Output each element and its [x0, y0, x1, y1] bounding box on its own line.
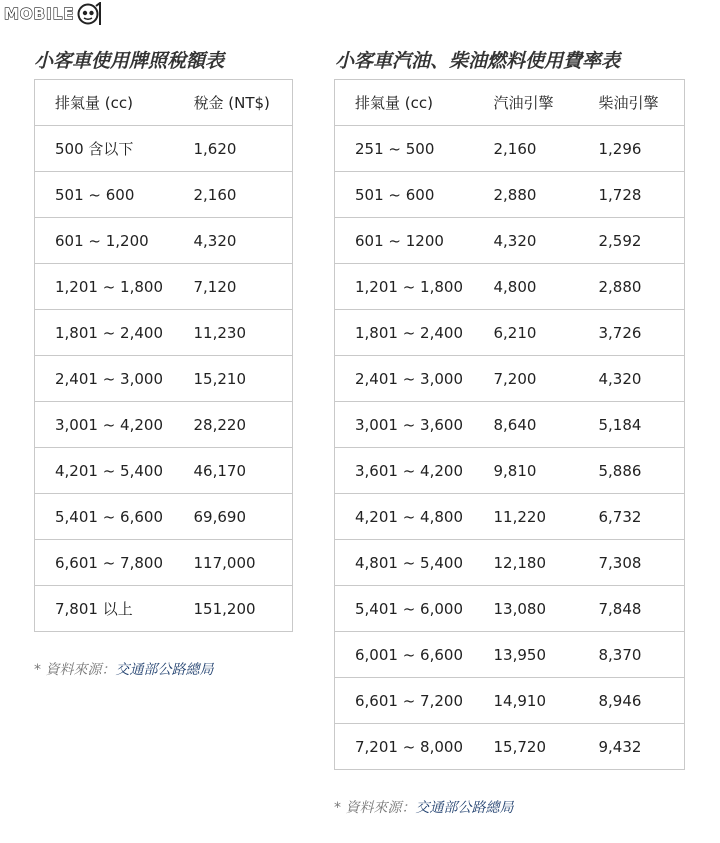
table-row: [35, 126, 293, 172]
table-cell: 13,080: [494, 586, 599, 632]
table-cell: 501 ~ 600: [35, 172, 194, 218]
table-row: [35, 218, 293, 264]
table-cell: 601 ~ 1200: [335, 218, 494, 264]
table-cell: 117,000: [194, 540, 293, 586]
table-cell: 6,601 ~ 7,200: [335, 678, 494, 724]
table-cell: 6,210: [494, 310, 599, 356]
table-cell: 8,370: [599, 632, 685, 678]
table-cell: 7,120: [194, 264, 293, 310]
table-row: [335, 724, 685, 770]
table-cell: 1,801 ~ 2,400: [35, 310, 194, 356]
column-header: 排氣量 (cc): [335, 80, 494, 126]
table-cell: 5,401 ~ 6,000: [335, 586, 494, 632]
fuel-fee-table: [334, 79, 685, 770]
table-cell: 69,690: [194, 494, 293, 540]
table-cell: 500 含以下: [35, 126, 194, 172]
table-cell: 4,320: [494, 218, 599, 264]
table-cell: 12,180: [494, 540, 599, 586]
fuel-fee-title: 小客車汽油、柴油燃料使用費率表: [335, 50, 621, 72]
table-cell: 501 ~ 600: [335, 172, 494, 218]
table-cell: 1,728: [599, 172, 685, 218]
table-row: [335, 218, 685, 264]
table-cell: 1,296: [599, 126, 685, 172]
mobile01-logo[interactable]: [4, 2, 102, 26]
table-cell: 7,200: [494, 356, 599, 402]
table-row: [335, 172, 685, 218]
table-cell: 7,848: [599, 586, 685, 632]
license-tax-title: 小客車使用牌照稅額表: [34, 50, 225, 72]
column-header: 稅金 (NT$): [194, 80, 293, 126]
table-row: [35, 448, 293, 494]
column-header: 汽油引擎: [494, 80, 599, 126]
table-cell: 15,720: [494, 724, 599, 770]
table-row: [335, 540, 685, 586]
table-row: [35, 264, 293, 310]
table-cell: 15,210: [194, 356, 293, 402]
table-row: [35, 402, 293, 448]
table-cell: 1,801 ~ 2,400: [335, 310, 494, 356]
table-cell: 251 ~ 500: [335, 126, 494, 172]
table-cell: 8,946: [599, 678, 685, 724]
table-cell: 1,620: [194, 126, 293, 172]
table-row: [335, 678, 685, 724]
table-cell: 11,230: [194, 310, 293, 356]
table-row: [335, 632, 685, 678]
source-prefix: * 資料來源：: [34, 662, 116, 678]
table-cell: 2,880: [494, 172, 599, 218]
table-cell: 151,200: [194, 586, 293, 632]
table-row: [335, 356, 685, 402]
source-prefix: * 資料來源：: [334, 800, 416, 816]
table-cell: 13,950: [494, 632, 599, 678]
table-cell: 28,220: [194, 402, 293, 448]
table-cell: 3,726: [599, 310, 685, 356]
table-cell: 3,001 ~ 3,600: [335, 402, 494, 448]
column-header: 柴油引擎: [599, 80, 685, 126]
table-cell: 3,001 ~ 4,200: [35, 402, 194, 448]
table-cell: 2,160: [494, 126, 599, 172]
table-cell: 46,170: [194, 448, 293, 494]
table-cell: 4,320: [194, 218, 293, 264]
table-row: [335, 494, 685, 540]
table-row: [335, 586, 685, 632]
table-cell: 4,800: [494, 264, 599, 310]
source-link[interactable]: 交通部公路總局: [115, 662, 214, 678]
mobile01-face-icon: [76, 2, 102, 26]
table-header-row: [35, 80, 293, 126]
table-cell: 4,201 ~ 5,400: [35, 448, 194, 494]
table-row: [35, 494, 293, 540]
table-cell: 2,592: [599, 218, 685, 264]
table-cell: 14,910: [494, 678, 599, 724]
table-cell: 2,401 ~ 3,000: [335, 356, 494, 402]
table-header-row: [335, 80, 685, 126]
table-cell: 3,601 ~ 4,200: [335, 448, 494, 494]
table-cell: 2,880: [599, 264, 685, 310]
table-cell: 5,184: [599, 402, 685, 448]
table-cell: 6,001 ~ 6,600: [335, 632, 494, 678]
right-source-note: [334, 797, 513, 817]
table-row: [335, 310, 685, 356]
table-cell: 6,601 ~ 7,800: [35, 540, 194, 586]
left-source-note: [34, 659, 213, 679]
table-row: [35, 356, 293, 402]
table-cell: 7,308: [599, 540, 685, 586]
column-header: 排氣量 (cc): [35, 80, 194, 126]
table-cell: 9,432: [599, 724, 685, 770]
table-row: [35, 172, 293, 218]
table-row: [35, 586, 293, 632]
table-cell: 1,201 ~ 1,800: [335, 264, 494, 310]
table-cell: 11,220: [494, 494, 599, 540]
table-cell: 2,160: [194, 172, 293, 218]
table-cell: 8,640: [494, 402, 599, 448]
table-cell: 4,801 ~ 5,400: [335, 540, 494, 586]
table-cell: 7,801 以上: [35, 586, 194, 632]
source-link[interactable]: 交通部公路總局: [415, 800, 514, 816]
table-row: [335, 126, 685, 172]
table-row: [35, 310, 293, 356]
logo-text: MOBILE: [4, 5, 75, 23]
table-cell: 2,401 ~ 3,000: [35, 356, 194, 402]
table-row: [335, 402, 685, 448]
table-cell: 4,320: [599, 356, 685, 402]
table-row: [335, 264, 685, 310]
table-cell: 7,201 ~ 8,000: [335, 724, 494, 770]
table-row: [35, 540, 293, 586]
table-cell: 6,732: [599, 494, 685, 540]
table-cell: 601 ~ 1,200: [35, 218, 194, 264]
table-row: [335, 448, 685, 494]
table-cell: 5,886: [599, 448, 685, 494]
table-cell: 1,201 ~ 1,800: [35, 264, 194, 310]
license-tax-table: [34, 79, 293, 632]
table-cell: 4,201 ~ 4,800: [335, 494, 494, 540]
table-cell: 5,401 ~ 6,600: [35, 494, 194, 540]
table-cell: 9,810: [494, 448, 599, 494]
